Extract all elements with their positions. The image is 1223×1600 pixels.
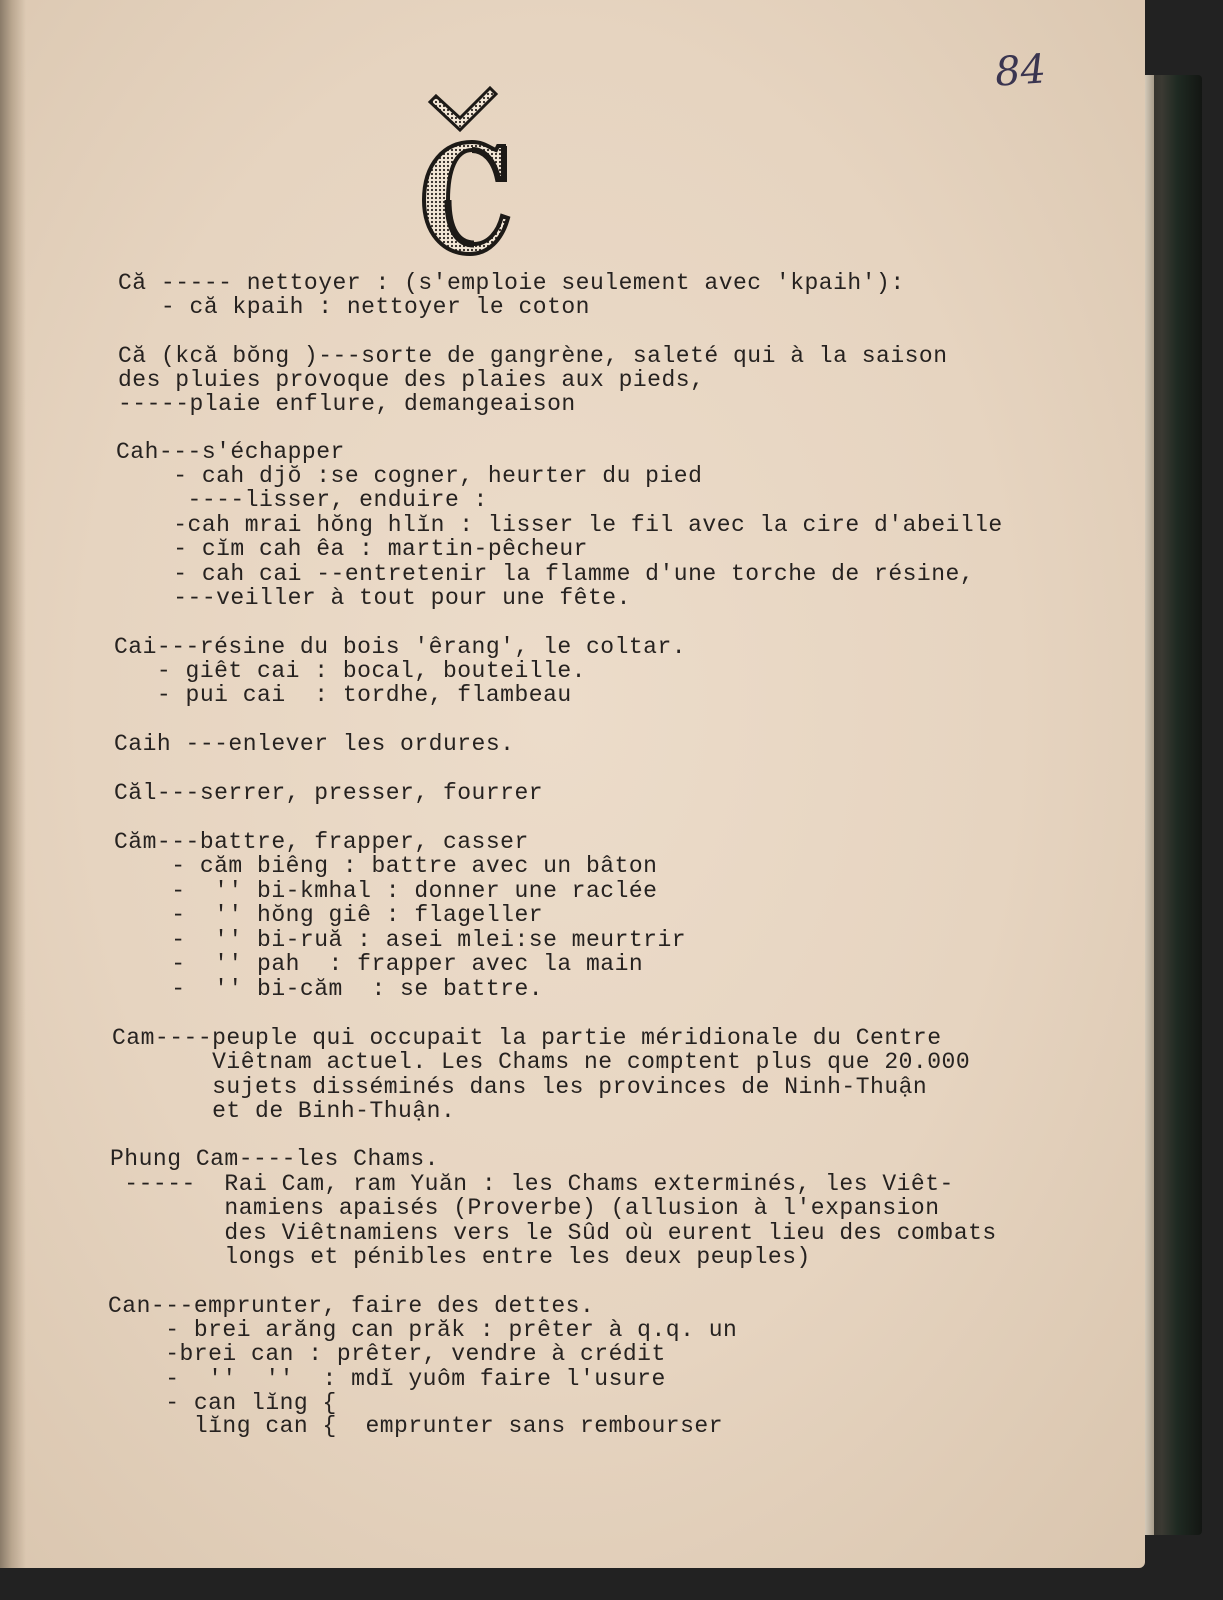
entry-line: - că kpaih : nettoyer le coton (118, 294, 590, 320)
entry-line: - cĭm cah êa : martin-pêcheur (116, 536, 588, 562)
entry-line: Can---emprunter, faire des dettes. (108, 1293, 595, 1319)
entry-line: Cai---résine du bois 'êrang', le coltar. (114, 634, 687, 660)
entry-line: ----lisser, enduire : (116, 487, 488, 513)
entry-line: Căl---serrer, presser, fourrer (114, 780, 544, 806)
entry-line: - '' hŏng giê : flageller (114, 902, 544, 928)
entry-line: namiens apaisés (Proverbe) (allusion à l'expansion (110, 1195, 940, 1221)
entry-line: - brei arăng can prăk : prêter à q.q. un (108, 1317, 738, 1343)
entry-line: Că (kcă bŏng )---sorte de gangrène, saleté qui à la saison (118, 343, 948, 369)
entry-line: - '' '' : mdĭ yuôm faire l'usure (108, 1366, 666, 1392)
handwritten-page-number: 84 (993, 46, 1048, 96)
entry-line: - '' bi-căm : se battre. (114, 976, 544, 1002)
entry-line: - '' pah : frapper avec la main (114, 951, 644, 977)
entry-line: - can lĭng { (108, 1390, 337, 1416)
entry-line: Cam----peuple qui occupait la partie méridionale du Centre (112, 1025, 942, 1051)
entry-line: Cah---s'échapper (116, 439, 345, 465)
entry-line: des pluies provoque des plaies aux pieds, (118, 367, 705, 393)
entry-line: -----plaie enflure, demangeaison (118, 391, 576, 417)
page-stack-edge (1144, 75, 1154, 1535)
entry-line: des Viêtnamiens vers le Sûd où eurent lieu des combats (110, 1220, 997, 1246)
entry-line: et de Binh-Thuận. (112, 1098, 456, 1124)
entry-line: Viêtnam actuel. Les Chams ne comptent plus que 20.000 (112, 1049, 971, 1075)
entry-line: - giêt cai : bocal, bouteille. (114, 658, 586, 684)
entry-line: - pui cai : tordhe, flambeau (114, 682, 572, 708)
entry-line: longs et pénibles entre les deux peuples) (110, 1244, 811, 1270)
entry-line: - '' bi-ruă : asei mlei:se meurtrir (114, 927, 687, 953)
entry-line: Phung Cam----les Chams. (110, 1146, 439, 1172)
entry-line: Că ----- nettoyer : (s'emploie seulement avec 'kpaih'): (118, 270, 905, 296)
entry-line: sujets disséminés dans les provinces de Ninh-Thuận (112, 1074, 928, 1100)
entry-line: - căm biêng : battre avec un bâton (114, 853, 658, 879)
entry-line: ----- Rai Cam, ram Yuăn : les Chams exterminés, les Viêt- (110, 1171, 954, 1197)
entry-line: Caih ---enlever les ordures. (114, 731, 515, 757)
entry-line: ---veiller à tout pour une fête. (116, 585, 631, 611)
entry-line: - cah djŏ :se cogner, heurter du pied (116, 463, 703, 489)
entry-line: - cah cai --entretenir la flamme d'une torche de résine, (116, 561, 975, 587)
entry-line: lĭng can { emprunter sans rembourser (108, 1413, 723, 1439)
entry-line: Căm---battre, frapper, casser (114, 829, 529, 855)
entry-line: -brei can : prêter, vendre à crédit (108, 1341, 666, 1367)
entry-line: -cah mrai hŏng hlĭn : lisser le fil avec la cire d'abeille (116, 512, 1003, 538)
entry-line: - '' bi-kmhal : donner une raclée (114, 878, 658, 904)
